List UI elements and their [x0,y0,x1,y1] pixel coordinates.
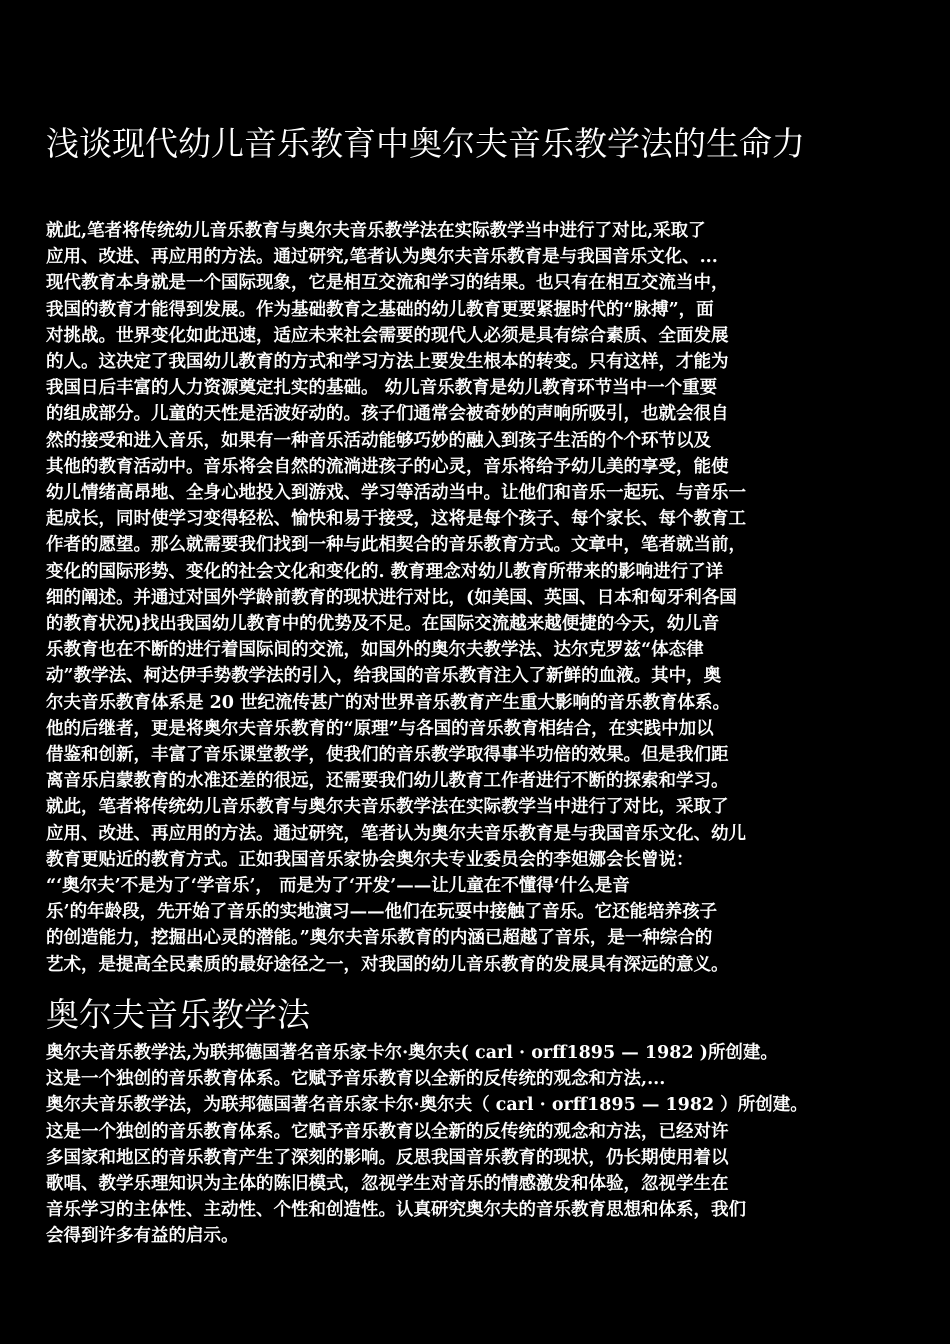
text-line: 奥尔夫音乐教学法,为联邦德国著名音乐家卡尔·奥尔夫( carl · orff1895 — 1982 )所创建。 [46,1043,778,1063]
text-line: 就此,笔者将传统幼儿音乐教育与奥尔夫音乐教学法在实际教学当中进行了对比,采取了 [46,221,706,241]
text-line: 我国的教育才能得到发展。作为基础教育之基础的幼儿教育更要紧握时代的“脉搏”，面 [46,299,714,320]
text-line: 对挑战。世界变化如此迅速，适应未来社会需要的现代人必须是具有综合素质、全面发展 [46,325,729,346]
text-line: 细的阐述。并通过对国外学龄前教育的现状进行对比，(如美国、英国、日本和匈牙利各国 [46,587,737,608]
text-line: 他的后继者，更是将奥尔夫音乐教育的“原理”与各国的音乐教育相结合，在实践中加以 [46,718,714,739]
text-line: 我国日后丰富的人力资源奠定扎实的基础。 幼儿音乐教育是幼儿教育环节当中一个重要 [46,378,718,399]
document-title: 浅谈现代幼儿音乐教育中奥尔夫音乐教学法的生命力 [46,124,805,163]
text-line: 起成长，同时使学习变得轻松、愉快和易于接受，这将是每个孩子、每个家长、每个教育工 [46,509,746,530]
text-line: 就此，笔者将传统幼儿音乐教育与奥尔夫音乐教学法在实际教学当中进行了对比，采取了 [46,797,729,818]
text-line: 现代教育本身就是一个国际现象，它是相互交流和学习的结果。也只有在相互交流当中， [46,273,729,294]
text-line: 其他的教育活动中。音乐将会自然的流淌进孩子的心灵，音乐将给予幼儿美的享受，能使 [46,456,729,477]
text-line: 这是一个独创的音乐教育体系。它赋予音乐教育以全新的反传统的观念和方法，已经对许 [46,1121,729,1142]
text-line: “‘奥尔夫’不是为了‘学音乐’， 而是为了‘开发’——让儿童在不懂得‘什么是音 [46,876,630,897]
text-line: 离音乐启蒙教育的水准还差的很远，还需要我们幼儿教育工作者进行不断的探索和学习。 [46,771,729,792]
text-line: 应用、改进、再应用的方法。通过研究，笔者认为奥尔夫音乐教育是与我国音乐文化、幼儿 [46,823,746,844]
text-line: 音乐学习的主体性、主动性、个性和创造性。认真研究奥尔夫的音乐教育思想和体系，我们 [46,1200,746,1221]
text-line: 尔夫音乐教育体系是 20 世纪流传甚广的对世界音乐教育产生重大影响的音乐教育体系。 [46,692,731,713]
text-line: 的创造能力，挖掘出心灵的潜能。”奥尔夫音乐教育的内涵已超越了音乐，是一种综合的 [46,928,713,949]
text-line: 然的接受和进入音乐，如果有一种音乐活动能够巧妙的融入到孩子生活的个个环节以及 [46,430,711,451]
text-line: 多国家和地区的音乐教育产生了深刻的影响。反思我国音乐教育的现状，仍长期使用着以 [46,1147,729,1168]
text-line: 幼儿情绪高昂地、全身心地投入到游戏、学习等活动当中。让他们和音乐一起玩、与音乐一 [46,483,746,504]
text-line: 的组成部分。儿童的天性是活波好动的。孩子们通常会被奇妙的声响所吸引，也就会很自 [46,404,729,425]
text-line: 这是一个独创的音乐教育体系。它赋予音乐教育以全新的反传统的观念和方法,... [46,1069,666,1090]
text-line: 的教育状况)找出我国幼儿教育中的优势及不足。在国际交流越来越便捷的今天，幼儿音 [46,614,720,635]
text-line: 动”教学法、柯达伊手势教学法的引入，给我国的音乐教育注入了新鲜的血液。其中，奥 [46,666,722,687]
section-paragraph [46,1040,910,1250]
text-line: 的人。这决定了我国幼儿教育的方式和学习方法上要发生根本的转变。只有这样，才能为 [46,352,729,373]
main-paragraph [46,218,910,978]
text-line: 作者的愿望。那么就需要我们找到一种与此相契合的音乐教育方式。文章中，笔者就当前， [46,535,746,556]
text-line: 奥尔夫音乐教学法，为联邦德国著名音乐家卡尔·奥尔夫（ carl · orff1895 — 1982 ）所创建。 [46,1095,808,1116]
text-line: 乐教育也在不断的进行着国际间的交流，如国外的奥尔夫教学法、达尔克罗兹“体态律 [46,640,704,661]
text-line: 乐’的年龄段，先开始了音乐的实地演习——他们在玩耍中接触了音乐。它还能培养孩子 [46,902,718,923]
text-line: 借鉴和创新，丰富了音乐课堂教学，使我们的音乐教学取得事半功倍的效果。但是我们距 [46,745,729,766]
section-title: 奥尔夫音乐教学法 [46,995,310,1034]
text-line: 艺术，是提高全民素质的最好途径之一，对我国的幼儿音乐教育的发展具有深远的意义。 [46,954,729,975]
text-line: 会得到许多有益的启示。 [46,1226,239,1247]
text-line: 应用、改进、再应用的方法。通过研究,笔者认为奥尔夫音乐教育是与我国音乐文化、... [46,247,718,268]
text-line: 变化的国际形势、变化的社会文化和变化的. 教育理念对幼儿教育所带来的影响进行了详 [46,561,724,582]
text-line: 教育更贴近的教育方式。正如我国音乐家协会奥尔夫专业委员会的李妲娜会长曾说： [46,849,694,870]
text-line: 歌唱、教学乐理知识为主体的陈旧模式，忽视学生对音乐的情感激发和体验，忽视学生在 [46,1174,729,1195]
